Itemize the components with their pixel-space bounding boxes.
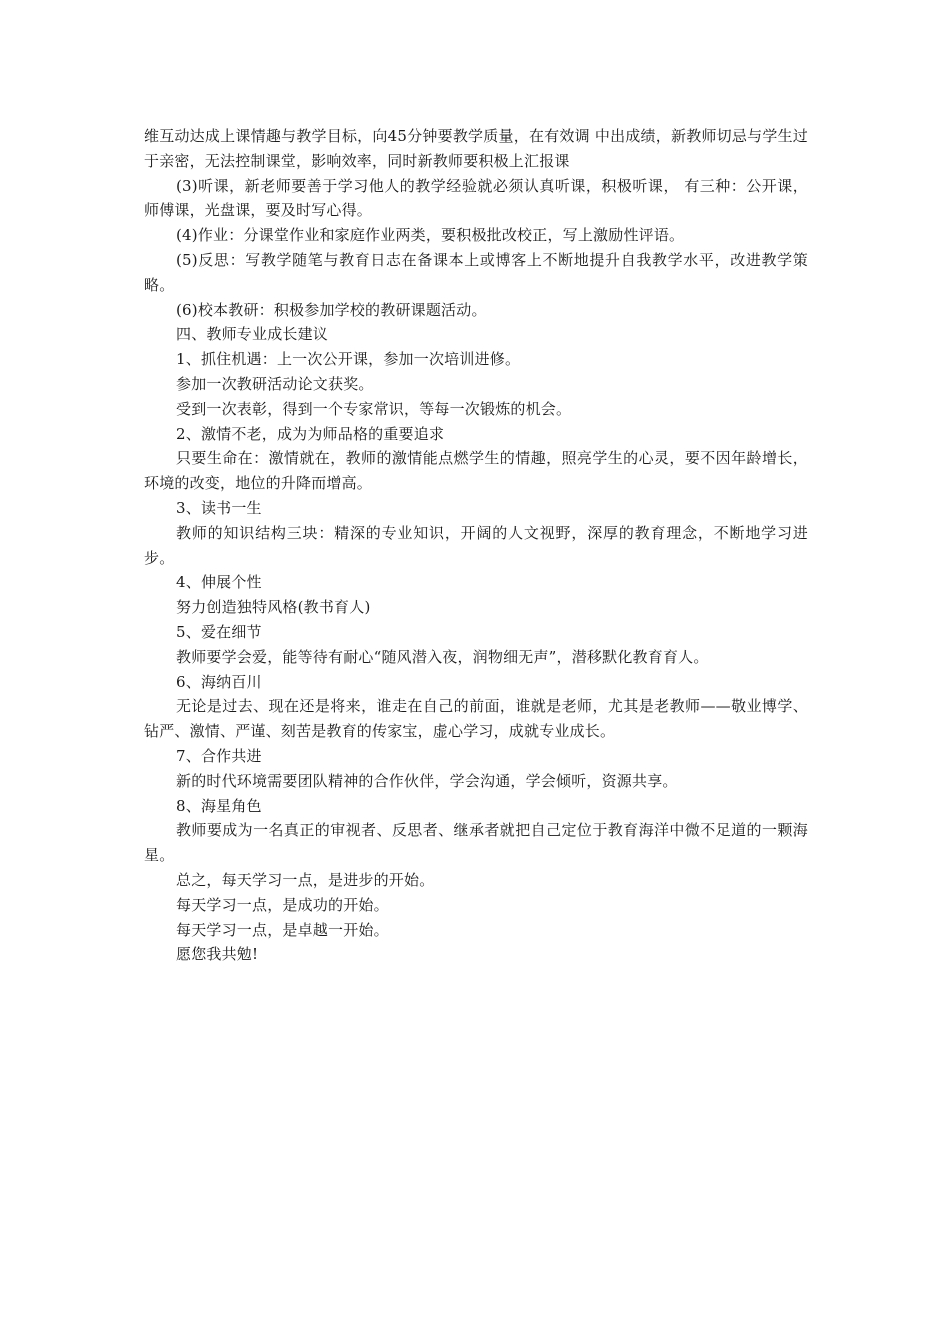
paragraph-personality: 努力创造独特风格(教书育人)	[176, 598, 371, 617]
paragraph-details: 教师要学会爱，能等待有耐心“随风潜入夜，润物细无声”，潜移默化教育育人。	[176, 647, 709, 666]
paragraph-inclusive: 无论是过去、现在还是将来，谁走在自己的前面，谁就是老师，尤其是老教师——敬业博学、钻严、激情、严谨、刻苦是教育的传家宝，虚心学习，成就专业成长。	[144, 697, 808, 741]
item-heading-inclusive: 6、海纳百川	[176, 672, 262, 691]
item-heading-starfish: 8、海星角色	[176, 796, 262, 815]
paragraph-starfish: 教师要成为一名真正的审视者、反思者、继承者就把自己定位于教育海洋中微不足道的一颗海星。	[144, 821, 808, 865]
paragraph-cooperation: 新的时代环境需要团队精神的合作伙伴，学会沟通，学会倾听，资源共享。	[176, 771, 678, 790]
document-body	[144, 124, 808, 967]
paragraph-opportunity-1: 参加一次教研活动论文获奖。	[176, 374, 374, 393]
paragraph-conclusion-1: 总之，每天学习一点，是进步的开始。	[176, 870, 435, 889]
paragraph-reflection: (5)反思：写教学随笔与教育日志在备课本上或博客上不断地提升自我教学水平，改进教学策略。	[144, 250, 808, 294]
paragraph-passion: 只要生命在：激情就在，教师的激情能点燃学生的情趣，照亮学生的心灵，要不因年龄增长，环境的改变，地位的升降而增高。	[144, 449, 808, 493]
item-heading-cooperation: 7、合作共进	[176, 746, 262, 765]
paragraph-closing: 愿您我共勉!	[176, 945, 259, 964]
paragraph-listening: (3)听课，新老师要善于学习他人的教学经验就必须认真听课，积极听课， 有三种：公开课，师傅课，光盘课，要及时写心得。	[144, 176, 808, 220]
item-heading-details: 5、爱在细节	[176, 622, 262, 641]
paragraph-conclusion-2: 每天学习一点，是成功的开始。	[176, 895, 389, 914]
paragraph-opportunity-2: 受到一次表彰，得到一个专家常识，等每一次锻炼的机会。	[176, 399, 572, 418]
item-heading-opportunity: 1、抓住机遇：上一次公开课，参加一次培训进修。	[176, 350, 521, 369]
paragraph-reading: 教师的知识结构三块：精深的专业知识，开阔的人文视野，深厚的教育理念，不断地学习进步。	[144, 523, 808, 567]
paragraph-school-research: (6)校本教研：积极参加学校的教研课题活动。	[176, 300, 487, 319]
item-heading-passion: 2、激情不老，成为为师品格的重要追求	[176, 424, 445, 443]
paragraph-homework: (4)作业：分课堂作业和家庭作业两类，要积极批改校正，写上激励性评语。	[176, 226, 685, 245]
paragraph-conclusion-3: 每天学习一点，是卓越一开始。	[176, 920, 389, 939]
item-heading-reading: 3、读书一生	[176, 498, 262, 517]
section-heading-growth-suggestions: 四、教师专业成长建议	[176, 325, 329, 344]
paragraph-continuation: 维互动达成上课情趣与教学目标，向45分钟要教学质量，在有效调 中出成绩，新教师切忌与学生过于亲密，无法控制课堂，影响效率，同时新教师要积极上汇报课	[144, 127, 808, 170]
item-heading-personality: 4、伸展个性	[176, 573, 262, 592]
